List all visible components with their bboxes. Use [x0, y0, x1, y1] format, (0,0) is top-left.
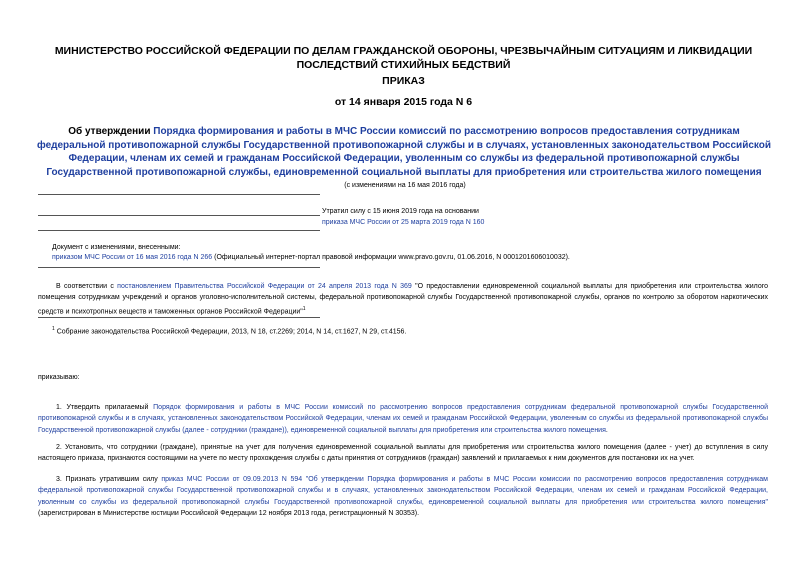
footnote-text: Собрание законодательства Российской Федерации, 2013, N 18, ст.2269; 2014, N 14, ст.1627, N 29, ст.4156.	[54, 328, 407, 336]
doc-type: ПРИКАЗ	[382, 75, 425, 87]
lost-force-text: Утратил силу с 15 июня 2019 года на основании	[322, 208, 479, 215]
preamble-link[interactable]: постановлением Правительства Российской Федерации от 24 апреля 2013 года N 369	[117, 283, 412, 290]
item-1-prefix: 1. Утвердить прилагаемый	[56, 404, 154, 411]
item-2: 2. Установить, что сотрудники (граждане), принятые на учет для получения единовременной социальной выплаты для приобретения или строительства жилого помещения (далее - учет) до вступления в силу настоящего приказа, признаются состоящими на учете по месту прохождения службы с даты принятия от сотрудников (граждан) заявлений и прилагаемых к ним документов для постановки их на учет.	[38, 444, 768, 463]
preamble	[38, 281, 768, 318]
changes-link[interactable]: приказом МЧС России от 16 мая 2016 года N 266	[52, 254, 213, 261]
title-prefix: Об утверждении	[68, 126, 154, 137]
item-3-suffix: (зарегистрирован в Министерстве юстиции Российской Федерации 12 ноября 2013 года, регистрационный N 30353).	[38, 510, 420, 518]
item-1-link[interactable]: Порядок формирования и работы в МЧС России комиссий по рассмотрению вопросов предоставления сотрудникам федеральной противопожарной службы Государственной противопожарной службы и в случаях, установленных законодательством Российской Федерации, членам их семей и гражданам Российской Федерации, уволенным со службы из федеральной противопожарной службы Государственной противопожарной службы (далее - сотрудники (граждане)), единовременной социальной выплаты для приобретения или строительства жилого помещения	[38, 404, 768, 434]
preamble-text-1: В соответствии с	[56, 283, 118, 290]
document-title	[34, 125, 774, 179]
ministry-heading: МИНИСТЕРСТВО РОССИЙСКОЙ ФЕДЕРАЦИИ ПО ДЕЛАМ ГРАЖДАНСКОЙ ОБОРОНЫ, ЧРЕЗВЫЧАЙНЫМ СИТУАЦИЯМ И ЛИКВИДАЦИИ ПОСЛЕДСТВИЙ СТИХИЙНЫХ БЕДСТВИЙ	[54, 45, 753, 71]
divider	[38, 317, 320, 318]
footnote	[52, 324, 772, 337]
title-link[interactable]: Порядка формирования и работы в МЧС России комиссий по рассмотрению вопросов предоставления сотрудникам федеральной противопожарной службы Государственной противопожарной службы и в случаях, установленных законодательством Российской Федерации, членам их семей и гражданам Российской Федерации, уволенным со службы из федеральной противопожарной службы Государственной противопожарной службы, единовременной социальной выплаты для приобретения или строительства жилого помещения	[36, 126, 772, 178]
item-1-suffix: .	[605, 426, 608, 434]
divider	[38, 194, 320, 195]
doc-date-number: от 14 января 2015 года N 6	[334, 96, 473, 108]
item-3-prefix: 3. Признать утратившим силу	[56, 476, 162, 483]
changes-label: Документ с изменениями, внесенными:	[52, 244, 181, 251]
footnote-ref: 1	[302, 305, 306, 312]
divider	[38, 230, 320, 231]
lost-force-link[interactable]: приказа МЧС России от 25 марта 2019 года N 160	[322, 219, 485, 226]
divider	[38, 215, 320, 216]
preamble-text-2: "О предоставлении единовременной социальной выплаты для приобретения или строительства жилого помещения сотрудникам учреждений и органов уголовно-исполнительной системы, федеральной противопожарной службы Государственной противопожарной службы, органов по контролю за оборотом наркотических средств и психотропных веществ и таможенных органов Российской Федерации"	[38, 283, 769, 316]
item-1	[38, 402, 768, 436]
item-3-link[interactable]: приказ МЧС России от 09.09.2013 N 594 "Об утверждении Порядка формирования и работы в МЧС России комиссии по рассмотрению вопросов предоставления сотрудникам федеральной противопожарной службы Государственной противопожарной службы и в случаях, установленных законодательством Российской Федерации, членам их семей и гражданам Российской Федерации, уволенным со службы из федеральной противопожарной службы Государственной противопожарной службы, единовременной социальной выплаты для приобретения или строительства жилого помещения"	[38, 476, 768, 506]
footnote-mark: 1	[52, 326, 55, 332]
changes-rest: (Официальный интернет-портал правовой информации www.pravo.gov.ru, 01.06.2016, N 0001201606010032).	[212, 254, 570, 261]
changes-line	[52, 252, 772, 263]
order-word: приказываю:	[38, 374, 80, 381]
divider	[38, 267, 320, 268]
lost-force-link-wrap	[322, 217, 562, 228]
amendments-note: (с изменениями на 16 мая 2016 года)	[344, 182, 466, 189]
item-3	[38, 474, 768, 520]
